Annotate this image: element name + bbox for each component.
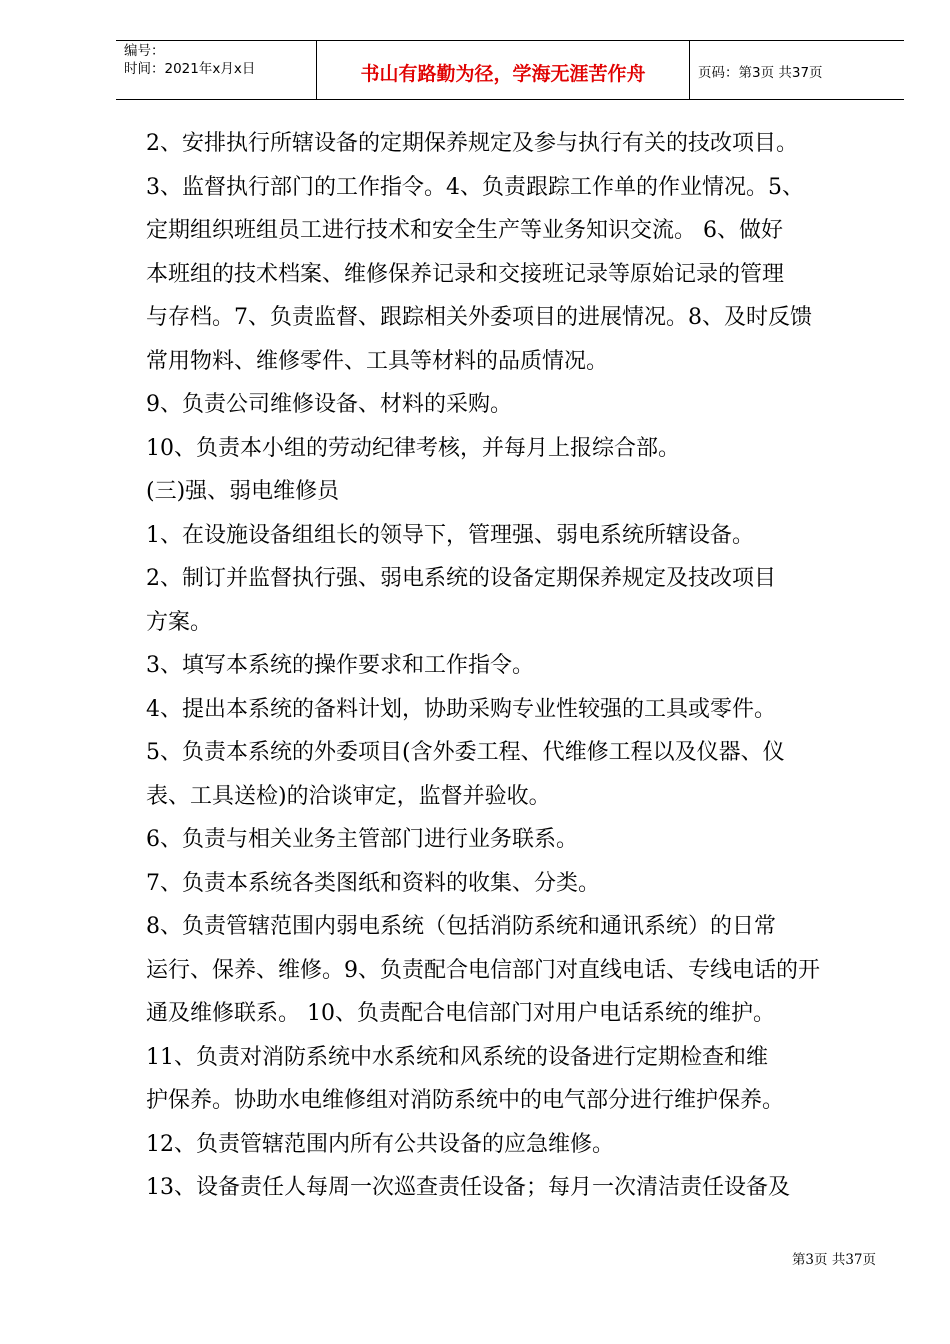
section-heading: (三)强、弱电维修员 (146, 479, 340, 504)
header-meta (116, 41, 317, 99)
body-line: 12、负责管辖范围内所有公共设备的应急维修。 (146, 1131, 614, 1157)
body-line: 4、提出本系统的备料计划，协助采购专业性较强的工具或零件。 (146, 696, 776, 722)
body-line: 9、负责公司维修设备、材料的采购。 (146, 392, 512, 417)
body-line: 1、在设施设备组组长的领导下，管理强、弱电系统所辖设备。 (146, 522, 754, 548)
body-line: 护保养。协助水电维修组对消防系统中的电气部分进行维护保养。 (146, 1088, 785, 1113)
body-line: 2、制订并监督执行强、弱电系统的设备定期保养规定及技改项目 (146, 566, 776, 591)
body-line: 运行、保养、维修。9、负责配合电信部门对直线电话、专线电话的开 (146, 957, 820, 983)
body-line: 本班组的技术档案、维修保养记录和交接班记录等原始记录的管理 (146, 261, 785, 287)
body-line: 常用物料、维修零件、工具等材料的品质情况。 (146, 348, 609, 374)
page-footer-number: 第3页 共37页 (791, 1252, 876, 1268)
body-line: 7、负责本系统各类图纸和资料的收集、分类。 (146, 870, 600, 896)
body-line: 定期组织班组员工进行技术和安全生产等业务知识交流。 6、做好 (146, 218, 783, 243)
document-time-label: 时间：2021年x月x日 (124, 61, 256, 77)
body-line: 11、负责对消防系统中水系统和风系统的设备进行定期检查和维 (146, 1044, 768, 1070)
body-line: 3、监督执行部门的工作指令。4、负责跟踪工作单的作业情况。5、 (146, 174, 804, 200)
body-line: 10、负责本小组的劳动纪律考核，并每月上报综合部。 (146, 435, 680, 461)
body-line: 表、工具送检)的洽谈审定，监督并验收。 (146, 783, 551, 809)
document-body (146, 122, 882, 1210)
body-line: 与存档。7、负责监督、跟踪相关外委项目的进展情况。8、及时反馈 (146, 305, 812, 330)
body-line: 13、设备责任人每周一次巡查责任设备；每月一次清洁责任设备及 (146, 1175, 790, 1200)
body-line: 方案。 (146, 609, 213, 635)
header-page-info: 页码：第3页 共37页 (698, 65, 823, 81)
body-line: 2、安排执行所辖设备的定期保养规定及参与执行有关的技改项目。 (146, 131, 798, 156)
body-line: 8、负责管辖范围内弱电系统（包括消防系统和通讯系统）的日常 (146, 914, 776, 939)
body-line: 通及维修联系。 10、负责配合电信部门对用户电话系统的维护。 (146, 1001, 775, 1026)
header-motto: 书山有路勤为径，学海无涯苦作舟 (317, 41, 690, 99)
body-line: 3、填写本系统的操作要求和工作指令。 (146, 653, 534, 678)
document-number-label: 编号： (124, 43, 165, 59)
page-header (116, 40, 904, 100)
body-line: 5、负责本系统的外委项目(含外委工程、代维修工程以及仪器、仪 (146, 740, 785, 765)
body-line: 6、负责与相关业务主管部门进行业务联系。 (146, 827, 578, 852)
